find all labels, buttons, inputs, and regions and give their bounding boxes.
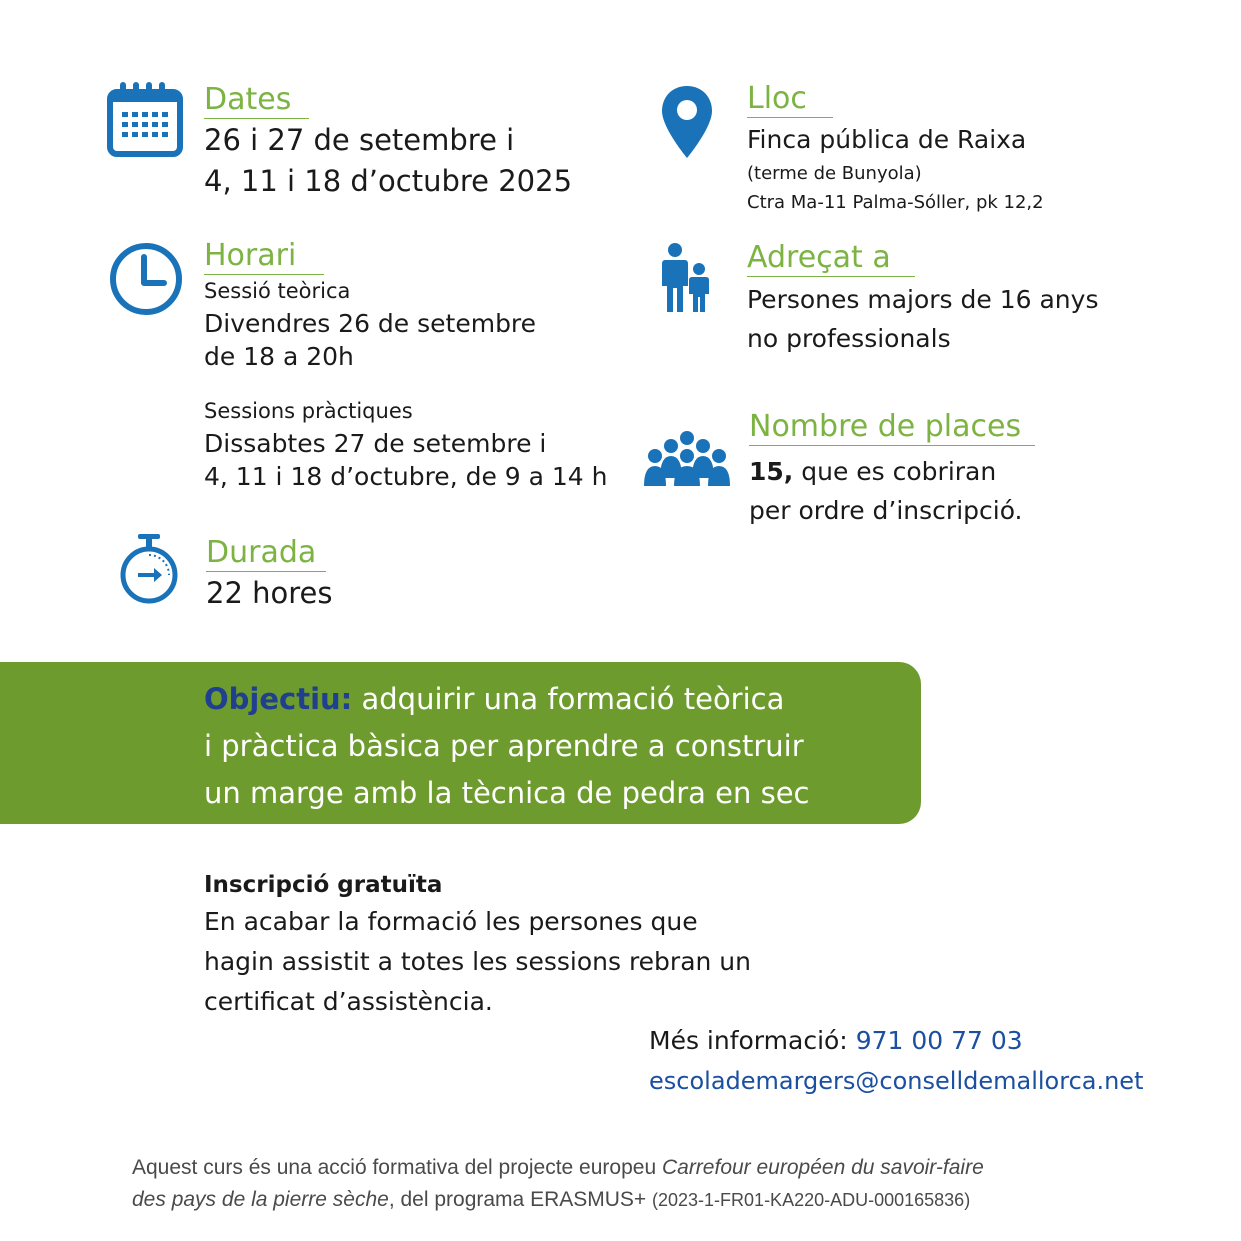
objective-label: Objectiu:: [204, 682, 353, 716]
location-pin-icon: [660, 84, 714, 160]
clock-icon: [108, 241, 184, 317]
lloc-line-3: Ctra Ma-11 Palma-Sóller, pk 12,2: [747, 192, 1044, 213]
contact-line: [649, 1024, 1023, 1057]
places-heading: Nombre de places: [749, 409, 1035, 446]
group-icon: [642, 430, 732, 488]
footer-line-2: [132, 1184, 970, 1216]
footer-line-1: [132, 1152, 984, 1183]
horari-theory-label: Sessió teòrica: [204, 279, 351, 303]
horari-theory-line-1: Divendres 26 de setembre: [204, 309, 537, 338]
durada-value: 22 hores: [206, 576, 333, 610]
footer-project-name-2: des pays de la pierre sèche: [132, 1188, 389, 1211]
horari-practice-line-1: Dissabtes 27 de setembre i: [204, 429, 547, 458]
footer-prefix: Aquest curs és una acció formativa del projecte europeu: [132, 1156, 662, 1179]
places-line-1-rest: que es cobriran: [793, 457, 997, 486]
contact-label: Més informació:: [649, 1026, 848, 1055]
objective-text: [204, 676, 809, 817]
objective-line-3: un marge amb la tècnica de pedra en sec: [204, 776, 810, 810]
places-line-2: per ordre d’inscripció.: [749, 496, 1023, 525]
adrecat-line-2: no professionals: [747, 324, 951, 353]
footer-program: , del programa ERASMUS+: [388, 1188, 653, 1211]
contact-phone[interactable]: 971 00 77 03: [855, 1026, 1023, 1055]
horari-practice-label: Sessions pràctiques: [204, 399, 413, 423]
horari-theory-line-2: de 18 a 20h: [204, 342, 354, 371]
inscripcio-line-3: certificat d’assistència.: [204, 987, 493, 1016]
horari-heading: Horari: [204, 238, 324, 275]
horari-practice-line-2: 4, 11 i 18 d’octubre, de 9 a 14 h: [204, 462, 608, 491]
objective-line-1: [204, 676, 809, 723]
lloc-heading: Lloc: [747, 81, 833, 118]
lloc-line-2: (terme de Bunyola): [747, 163, 922, 184]
people-icon: [659, 242, 713, 314]
footer-project-name-1: Carrefour européen du savoir-faire: [661, 1156, 984, 1179]
objective-line-2: i pràctica bàsica per aprendre a construir: [204, 729, 804, 763]
contact-email[interactable]: escolademargers@conselldemallorca.net: [649, 1067, 1144, 1095]
dates-line-2: 4, 11 i 18 d’octubre 2025: [204, 164, 573, 198]
adrecat-heading: Adreçat a: [747, 240, 915, 277]
inscripcio-title: Inscripció gratuïta: [204, 872, 443, 898]
inscripcio-line-2: hagin assistit a totes les sessions rebran un: [204, 947, 751, 976]
footer-code: (2023-1-FR01-KA220-ADU-000165836): [652, 1190, 971, 1210]
durada-heading: Durada: [206, 535, 326, 572]
stopwatch-icon: [118, 532, 180, 606]
dates-line-1: 26 i 27 de setembre i: [204, 123, 515, 157]
places-count: 15,: [749, 457, 794, 486]
objective-line-1-rest: adquirir una formació teòrica: [352, 682, 785, 716]
places-line-1: [749, 455, 996, 488]
adrecat-line-1: Persones majors de 16 anys: [747, 285, 1099, 314]
lloc-line-1: Finca pública de Raixa: [747, 125, 1027, 154]
calendar-icon: [107, 80, 183, 158]
inscripcio-line-1: En acabar la formació les persones que: [204, 907, 698, 936]
dates-heading: Dates: [204, 82, 309, 119]
